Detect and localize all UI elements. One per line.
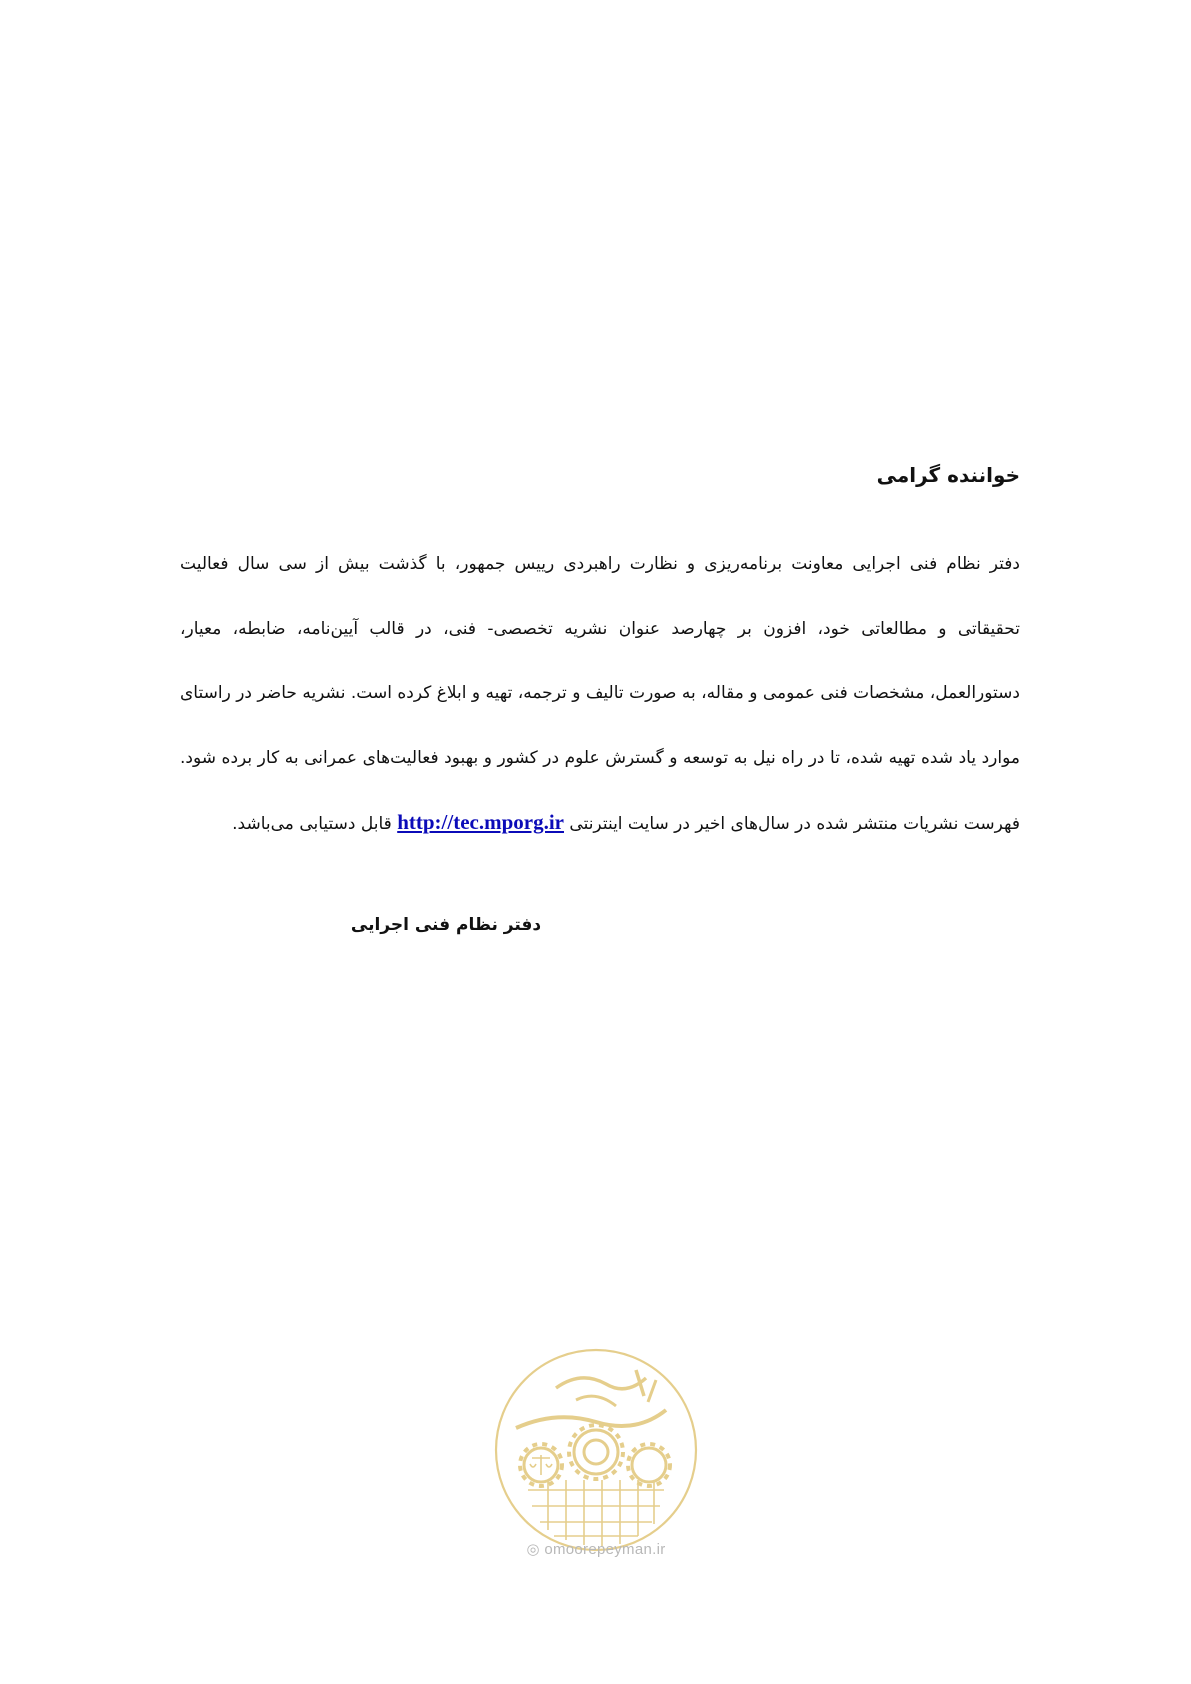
- paragraph-end: قابل دستیابی می‌باشد.: [232, 814, 392, 834]
- watermark-caption: [486, 1540, 706, 1558]
- body-paragraph: [180, 532, 1020, 857]
- page-heading: خواننده گرامی: [876, 463, 1020, 487]
- watermark-caption-text: omoorepeyman.ir: [544, 1541, 666, 1558]
- website-link[interactable]: http://tec.mporg.ir: [397, 810, 564, 834]
- signature: دفتر نظام فنی اجرایی: [350, 915, 542, 935]
- globe-icon: ◎: [526, 1541, 540, 1558]
- paragraph-text: دفتر نظام فنی اجرایی معاونت برنامه‌ریزی و نظارت راهبردی رییس جمهور، با گذشت بیش از سی سال فعالیت تحقیقاتی و مطالعاتی خود، افزون بر چهارصد عنوان نشریه تخصصی- فنی، در قالب آیین‌نامه، ضابطه، معیار، دستورالعمل، مشخصات فنی عمومی و مقاله، به صورت تالیف و ترجمه، تهیه و ابلاغ کرده است. نشریه حاضر در راستای موارد یاد شده تهیه شده، تا در راه نیل به توسعه و گسترش علوم در کشور و بهبود فعالیت‌های عمرانی به کار برده شود. فهرست نشریات منتشر شده در سال‌های اخیر در سایت اینترنتی: [180, 554, 1020, 834]
